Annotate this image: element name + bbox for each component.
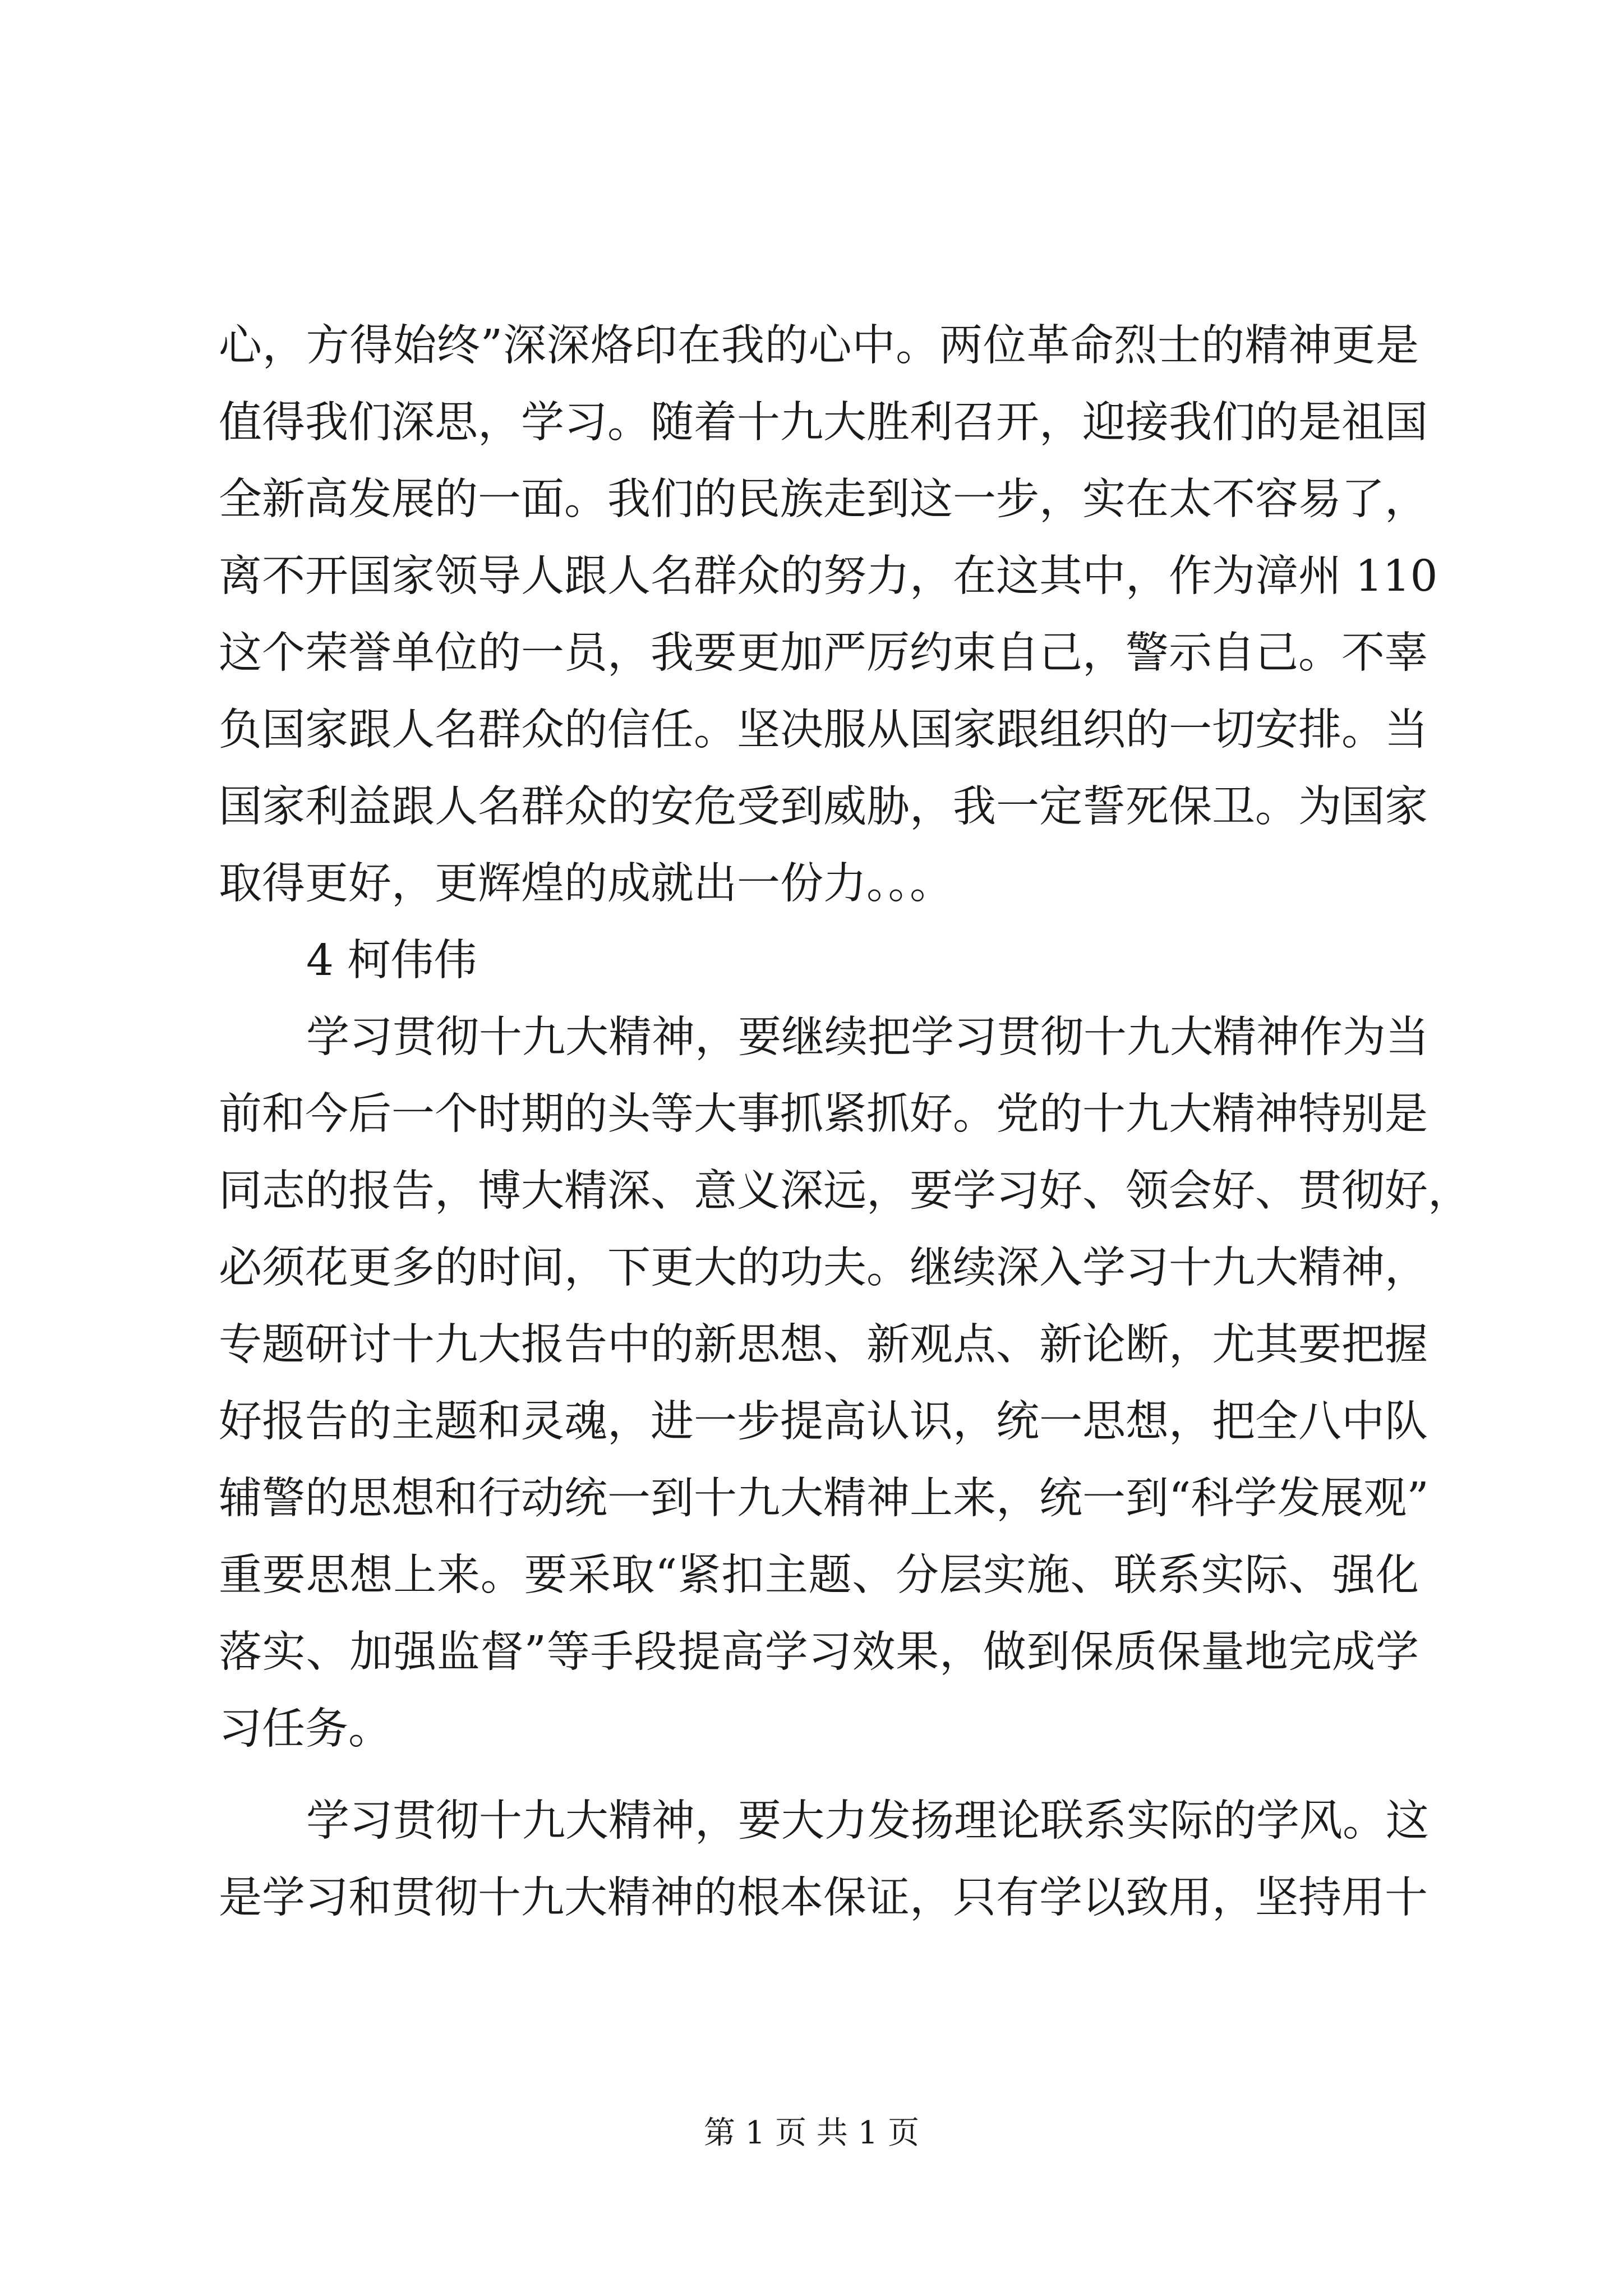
text-line: 重要思想上来。要采取“紧扣主题、分层实施、联系实际、强化 (219, 1550, 1419, 1600)
text-line: 离不开国家领导人跟人名群众的努力，在这其中，作为漳州 110 (219, 551, 1438, 601)
paragraph (219, 307, 1438, 922)
text-line: 习任务。 (219, 1704, 391, 1754)
text-line: 专题研讨十九大报告中的新思想、新观点、新论断，尤其要把握 (219, 1320, 1428, 1370)
text-line: 全新高发展的一面。我们的民族走到这一步，实在太不容易了， (219, 475, 1428, 524)
text-line: 辅警的思想和行动统一到十九大精神上来，统一到“科学发展观” (219, 1474, 1429, 1524)
text-line: 前和今后一个时期的头等大事抓紧抓好。党的十九大精神特别是 (219, 1089, 1428, 1139)
document-body (219, 307, 1471, 1936)
paragraph (219, 999, 1471, 1768)
text-line: 学习贯彻十九大精神，要大力发扬理论联系实际的学风。这 (306, 1796, 1429, 1846)
page-indicator: 第 1 页 共 1 页 (703, 2115, 920, 2151)
page-footer (0, 2114, 1623, 2153)
text-line: 心，方得始终”深深烙印在我的心中。两位革命烈士的精神更是 (219, 321, 1419, 371)
text-line: 同志的报告，博大精深、意义深远，要学习好、领会好、贯彻好， (219, 1166, 1471, 1216)
text-line: 好报告的主题和灵魂，进一步提高认识，统一思想，把全八中队 (219, 1397, 1428, 1447)
text-line: 是学习和贯彻十九大精神的根本保证，只有学以致用，坚持用十 (219, 1873, 1428, 1923)
text-line: 国家利益跟人名群众的安危受到威胁，我一定誓死保卫。为国家 (219, 782, 1428, 832)
text-line: 落实、加强监督”等手段提高学习效果，做到保质保量地完成学 (219, 1627, 1419, 1677)
text-line: 取得更好，更辉煌的成就出一份力。。。 (219, 859, 953, 909)
speaker-heading: 4 柯伟伟 (306, 936, 477, 986)
paragraph-heading (219, 922, 1419, 999)
text-line: 学习贯彻十九大精神，要继续把学习贯彻十九大精神作为当 (306, 1013, 1429, 1062)
text-line: 值得我们深思，学习。随着十九大胜利召开，迎接我们的是祖国 (219, 398, 1428, 448)
text-line: 这个荣誉单位的一员，我要更加严厉约束自己，警示自己。不辜 (219, 628, 1428, 678)
text-line: 必须花更多的时间，下更大的功夫。继续深入学习十九大精神， (219, 1243, 1428, 1293)
text-line: 负国家跟人名群众的信任。坚决服从国家跟组织的一切安排。当 (219, 705, 1428, 755)
paragraph (219, 1783, 1429, 1936)
